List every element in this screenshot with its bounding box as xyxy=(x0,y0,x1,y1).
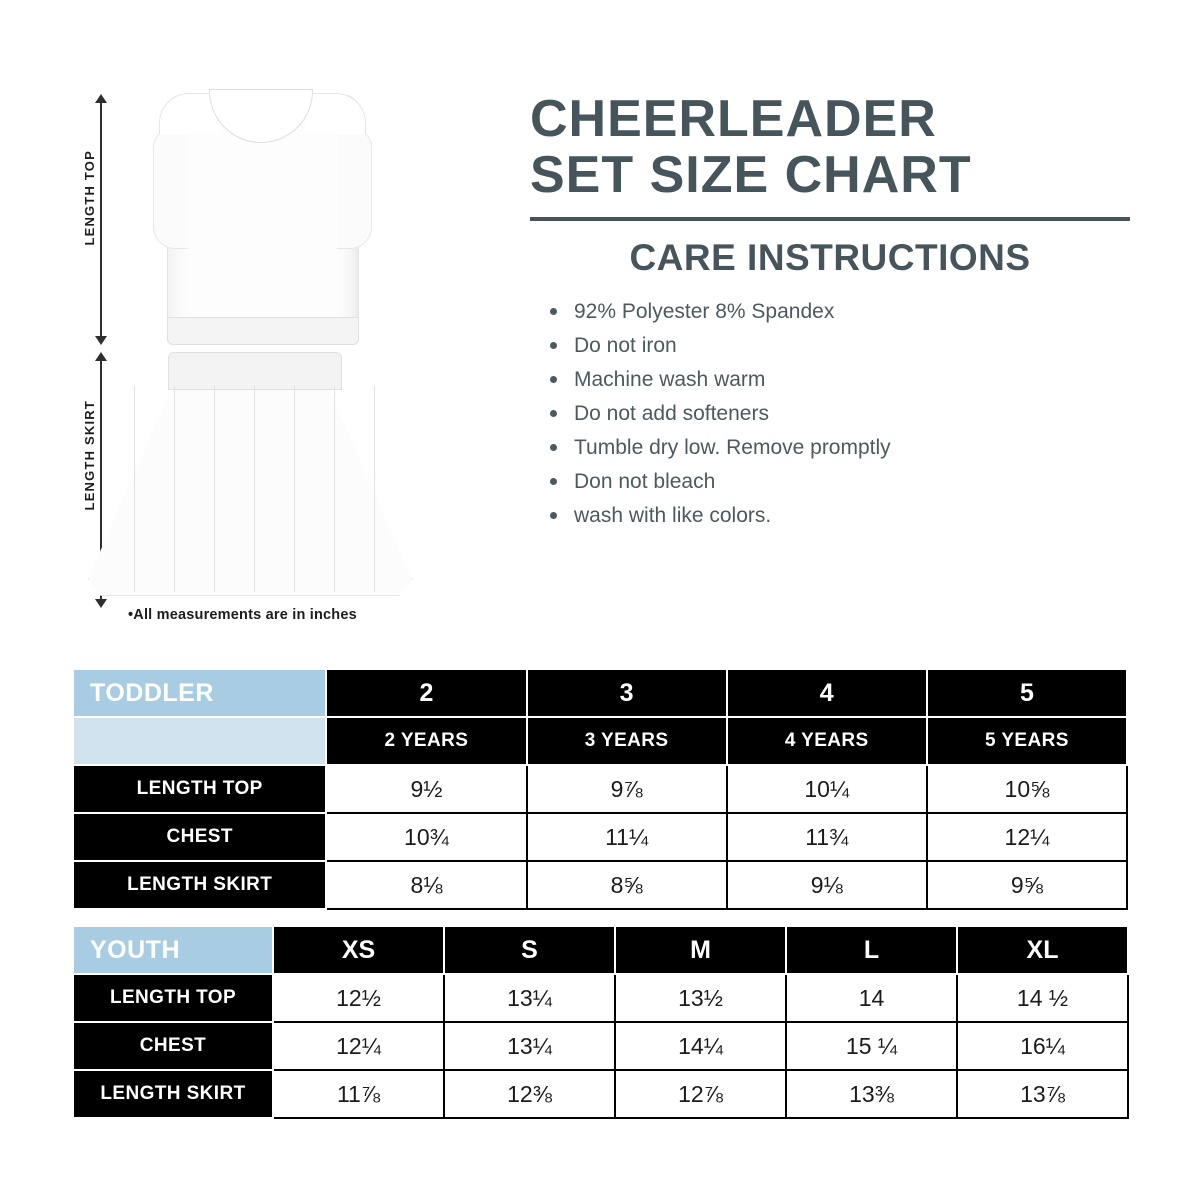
table-cell: 9⅝ xyxy=(927,861,1127,909)
column-header: 3 xyxy=(527,669,727,717)
care-instructions-list xyxy=(530,295,1150,533)
table-cell: 10¼ xyxy=(727,765,927,813)
column-subheader: 4 YEARS xyxy=(727,717,927,765)
crop-top-illustration xyxy=(145,95,380,345)
table-cell: 10⅝ xyxy=(927,765,1127,813)
table-toddler xyxy=(72,668,1128,910)
page-title-line2: SET SIZE CHART xyxy=(530,145,972,204)
table-row xyxy=(73,669,1127,717)
table-cell: 14 ½ xyxy=(957,974,1128,1022)
list-item: 92% Polyester 8% Spandex xyxy=(544,295,1150,329)
table-cell: 13⅜ xyxy=(786,1070,957,1118)
table-cell: 14 xyxy=(786,974,957,1022)
title-divider xyxy=(530,217,1130,221)
skirt-illustration xyxy=(82,352,412,610)
list-item: Tumble dry low. Remove promptly xyxy=(544,431,1150,465)
column-header: M xyxy=(615,926,786,974)
header-block xyxy=(530,92,1150,549)
column-subheader: 2 YEARS xyxy=(326,717,526,765)
column-header: XL xyxy=(957,926,1128,974)
spacer-cell xyxy=(73,717,326,765)
garment-diagram xyxy=(60,70,490,640)
table-cell: 12¼ xyxy=(927,813,1127,861)
length-top-label: LENGTH TOP xyxy=(82,150,97,246)
table-cell: 15 ¼ xyxy=(786,1022,957,1070)
row-label: LENGTH TOP xyxy=(73,765,326,813)
table-cell: 9⅞ xyxy=(527,765,727,813)
list-item: Don not bleach xyxy=(544,465,1150,499)
column-header: XS xyxy=(273,926,444,974)
table-row xyxy=(73,1022,1128,1070)
table-cell: 8⅝ xyxy=(527,861,727,909)
toddler-size-table xyxy=(72,668,1128,910)
measurement-note: •All measurements are in inches xyxy=(128,607,357,623)
youth-header-label: YOUTH xyxy=(73,926,273,974)
table-cell: 12¼ xyxy=(273,1022,444,1070)
table-cell: 13⅞ xyxy=(957,1070,1128,1118)
table-row xyxy=(73,974,1128,1022)
table-cell: 10¾ xyxy=(326,813,526,861)
table-cell: 11⅞ xyxy=(273,1070,444,1118)
column-header: L xyxy=(786,926,957,974)
table-cell: 11¼ xyxy=(527,813,727,861)
table-cell: 13¼ xyxy=(444,1022,615,1070)
table-cell: 12⅜ xyxy=(444,1070,615,1118)
page-title-line1: CHEERLEADER xyxy=(530,90,937,148)
youth-size-table xyxy=(72,925,1128,1119)
table-cell: 13½ xyxy=(615,974,786,1022)
row-label: LENGTH SKIRT xyxy=(73,1070,273,1118)
row-label: CHEST xyxy=(73,1022,273,1070)
length-top-arrow xyxy=(100,102,102,337)
table-youth xyxy=(72,925,1129,1119)
care-instructions-heading: CARE INSTRUCTIONS xyxy=(629,237,1031,279)
column-subheader: 3 YEARS xyxy=(527,717,727,765)
column-subheader: 5 YEARS xyxy=(927,717,1127,765)
row-label: LENGTH TOP xyxy=(73,974,273,1022)
column-header: S xyxy=(444,926,615,974)
list-item: wash with like colors. xyxy=(544,499,1150,533)
list-item: Machine wash warm xyxy=(544,363,1150,397)
table-cell: 9½ xyxy=(326,765,526,813)
table-row xyxy=(73,1070,1128,1118)
table-cell: 16¼ xyxy=(957,1022,1128,1070)
toddler-header-label: TODDLER xyxy=(73,669,326,717)
list-item: Do not iron xyxy=(544,329,1150,363)
length-skirt-label: LENGTH SKIRT xyxy=(82,400,97,511)
table-row xyxy=(73,926,1128,974)
column-header: 2 xyxy=(326,669,526,717)
column-header: 5 xyxy=(927,669,1127,717)
table-cell: 12½ xyxy=(273,974,444,1022)
table-cell: 8⅛ xyxy=(326,861,526,909)
column-header: 4 xyxy=(727,669,927,717)
list-item: Do not add softeners xyxy=(544,397,1150,431)
table-cell: 13¼ xyxy=(444,974,615,1022)
table-row xyxy=(73,861,1127,909)
table-cell: 11¾ xyxy=(727,813,927,861)
row-label: CHEST xyxy=(73,813,326,861)
table-row xyxy=(73,765,1127,813)
row-label: LENGTH SKIRT xyxy=(73,861,326,909)
table-cell: 12⅞ xyxy=(615,1070,786,1118)
table-cell: 14¼ xyxy=(615,1022,786,1070)
table-row xyxy=(73,717,1127,765)
table-row xyxy=(73,813,1127,861)
table-cell: 9⅛ xyxy=(727,861,927,909)
